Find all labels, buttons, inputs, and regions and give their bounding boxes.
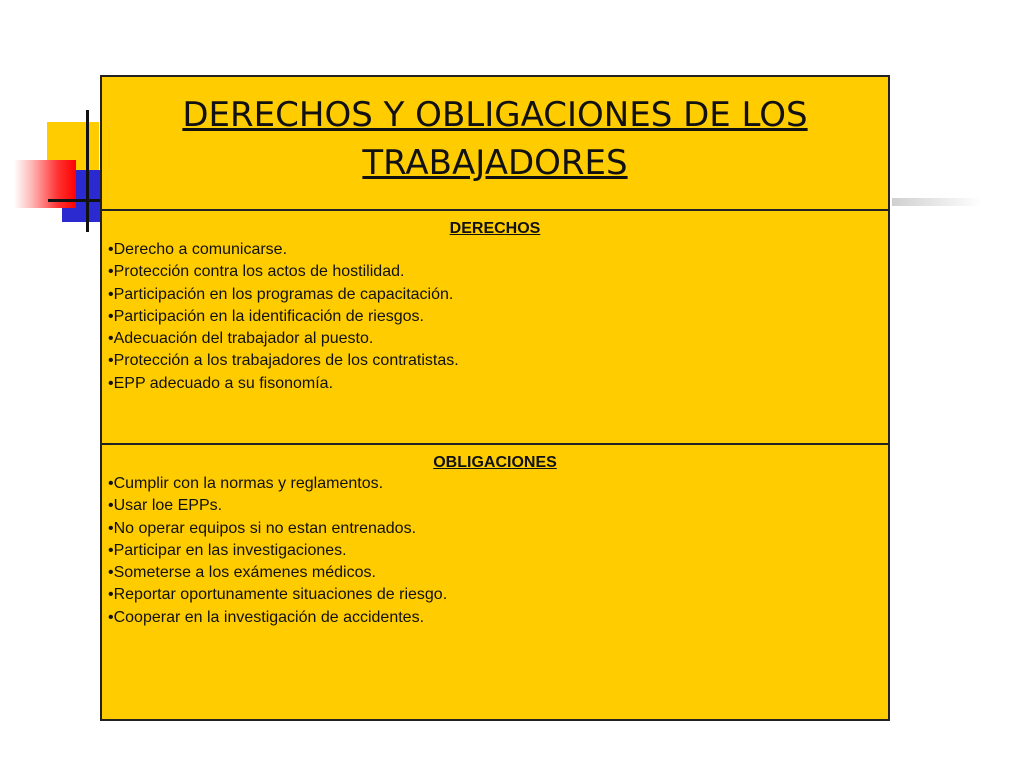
obligaciones-heading: OBLIGACIONES (433, 454, 557, 471)
decorative-fade-line (892, 198, 982, 206)
list-item: •EPP adecuado a su fisonomía. (108, 374, 334, 392)
decorative-horizontal-line (48, 199, 108, 202)
obligaciones-list (108, 473, 882, 629)
list-item: •Cooperar en la investigación de accidentes. (108, 608, 425, 626)
slide-title: DERECHOS Y OBLIGACIONES DE LOS TRABAJADORES (182, 95, 808, 183)
rights-obligations-table (100, 75, 890, 721)
list-item: •Participación en los programas de capacitación. (108, 285, 454, 303)
derechos-list (108, 239, 882, 395)
list-item: •Participación en la identificación de riesgos. (108, 307, 424, 325)
list-item: •Adecuación del trabajador al puesto. (108, 330, 374, 348)
list-item: •No operar equipos si no estan entrenados. (108, 519, 417, 537)
list-item: •Cumplir con la normas y reglamentos. (108, 475, 384, 492)
list-item: •Participar en las investigaciones. (108, 541, 347, 559)
list-item: •Usar loe EPPs. (108, 497, 223, 515)
list-item: •Reportar oportunamente situaciones de riesgo. (108, 586, 448, 604)
title-row (102, 77, 888, 211)
list-item: •Derecho a comunicarse. (108, 241, 288, 258)
obligaciones-section (102, 445, 888, 719)
decorative-vertical-line (86, 110, 89, 232)
derechos-heading: DERECHOS (449, 220, 541, 237)
list-item: •Someterse a los exámenes médicos. (108, 564, 376, 582)
derechos-section (102, 211, 888, 445)
list-item: •Protección a los trabajadores de los contratistas. (108, 352, 459, 370)
list-item: •Protección contra los actos de hostilidad. (108, 263, 405, 281)
